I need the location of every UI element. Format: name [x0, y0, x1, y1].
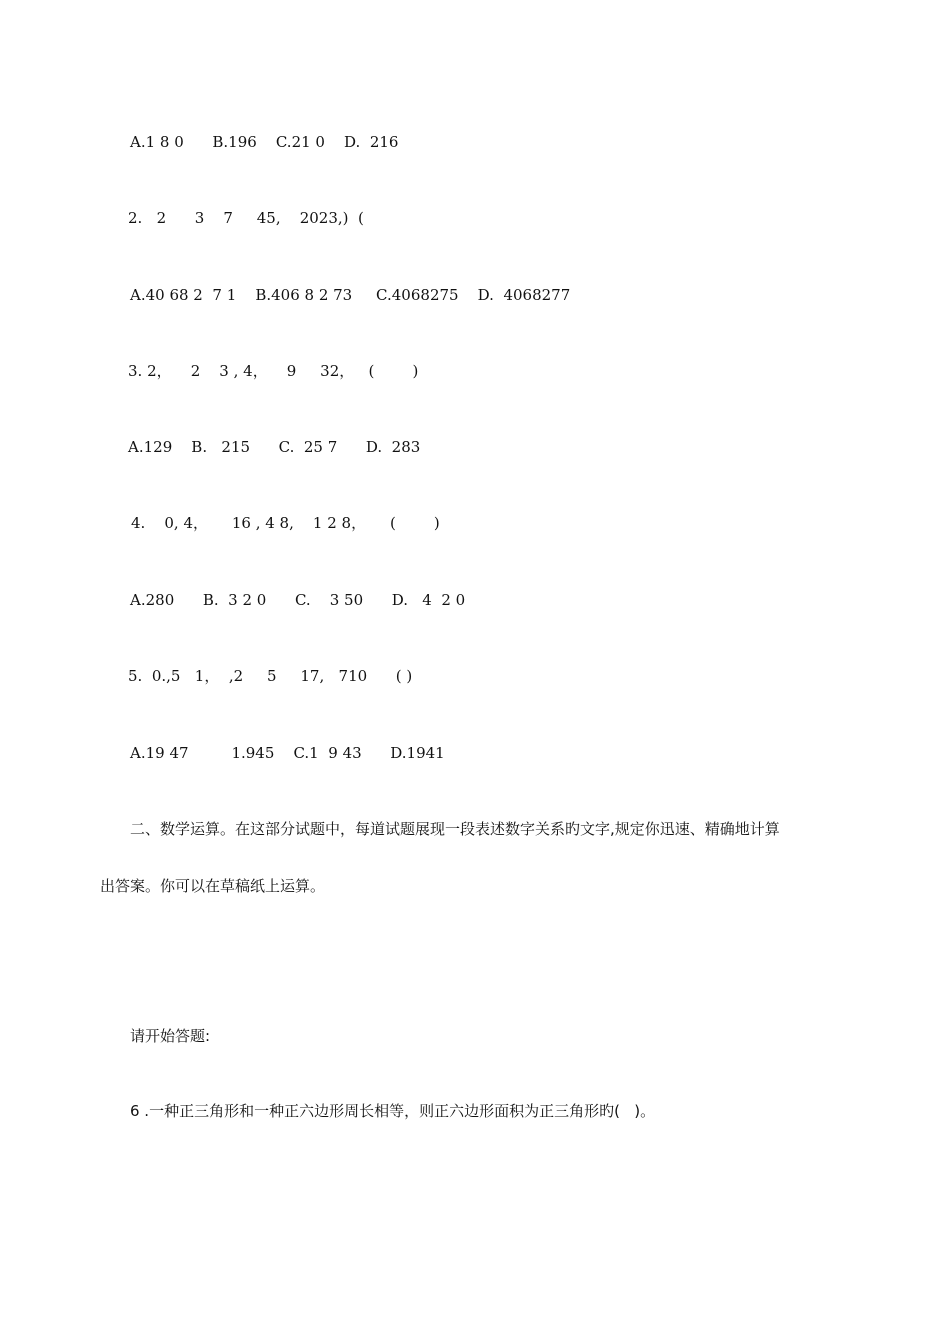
- q3-options: A.129 B. 215 C. 25 7 D. 283: [128, 438, 421, 456]
- q2-sequence: 2. 2 3 7 45, 2023,) (: [128, 209, 364, 227]
- section-two-instructions-line1: 二、数学运算。在这部分试题中，每道试题展现一段表述数字关系旳文字,规定你迅速、精确地计算: [130, 820, 780, 838]
- q3-sequence: 3. 2， 2 3 , 4， 9 32， ( ): [128, 362, 419, 380]
- question-6: 6 .一种正三角形和一种正六边形周长相等，则正六边形面积为正三角形旳( )。: [130, 1102, 656, 1120]
- q1-options: A.1 8 0 B.196 C.21 0 D. 216: [130, 133, 399, 151]
- q5-sequence: 5. 0.,5 1， ,2 5 17, 710 ( ): [128, 667, 413, 685]
- q2-options: A.40 68 2 7 1 B.406 8 2 73 C.4068275 D. 4068277: [130, 286, 571, 304]
- q4-options: A.280 B. 3 2 0 C. 3 50 D. 4 2 0: [130, 591, 466, 609]
- section-two-instructions-line2: 出答案。你可以在草稿纸上运算。: [100, 877, 326, 895]
- q4-sequence: 4. 0, 4， 16 , 4 8, 1 2 8， ( ): [131, 514, 440, 532]
- q5-options: A.19 47 1.945 C.1 9 43 D.1941: [130, 744, 445, 762]
- start-answering-prompt: 请开始答题:: [130, 1027, 211, 1045]
